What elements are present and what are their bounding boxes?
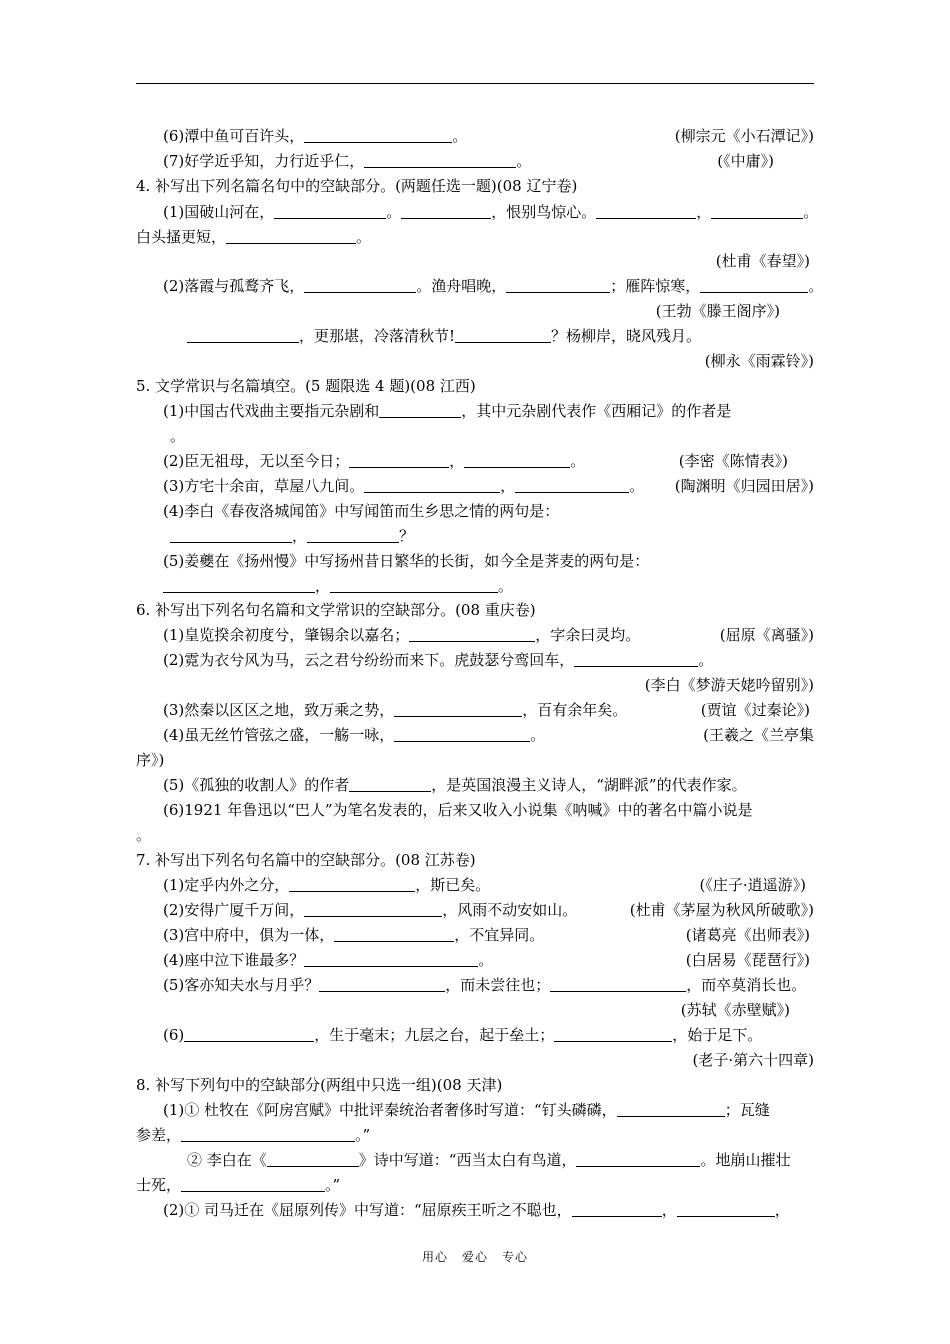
line: (3)宫中府中，俱为一体， ，不宜异同。 (163, 926, 545, 944)
line: (5)客亦知夫水与月乎？ ，而未尝往也； ，而卒莫消长也。 (163, 976, 807, 994)
line: 白头搔更短， 。 (136, 228, 372, 246)
line: ， 。 (163, 576, 513, 596)
blank[interactable] (515, 478, 629, 493)
source: (诸葛亮《出师表》) (685, 926, 810, 944)
blank[interactable] (181, 1127, 355, 1142)
line: (5)姜夔在《扬州慢》中写扬州昔日繁华的长街，如今全是荠麦的两句是： (163, 552, 650, 570)
question-heading: 5. 文学常识与名篇填空。(5 题限选 4 题)(08 江西) (136, 377, 476, 395)
blank[interactable] (304, 128, 452, 143)
source: (老子·第六十四章) (692, 1051, 814, 1069)
source: (柳永《雨霖铃》) (704, 352, 814, 370)
line: ， ？ (170, 526, 414, 546)
source: (屈原《离骚》) (719, 626, 814, 644)
blank[interactable] (550, 977, 686, 992)
blank[interactable] (506, 278, 610, 293)
line: (4)座中泣下谁最多？ 。 (163, 951, 494, 969)
blank[interactable] (307, 528, 399, 543)
blank[interactable] (187, 328, 299, 343)
line: (3)然秦以区区之地，致万乘之势， ，百有余年矣。 (163, 701, 628, 719)
blank[interactable] (711, 204, 803, 219)
line: (1)皇览揆余初度兮，肇锡余以嘉名； ，字余曰灵均。 (163, 626, 641, 644)
blank[interactable] (464, 453, 570, 468)
source: (《庄子·逍遥游》) (699, 876, 806, 894)
question-heading: 7. 补写出下列名句名篇中的空缺部分。(08 江苏卷) (136, 851, 476, 869)
line: (5)《孤独的收割人》的作者 ，是英国浪漫主义诗人，“湖畔派”的代表作家。 (163, 776, 747, 794)
blank[interactable] (574, 652, 698, 667)
line: (4)虽无丝竹管弦之盛，一觞一咏， 。 (163, 726, 546, 744)
blank[interactable] (455, 328, 551, 343)
line: (2)安得广厦千万间， ，风雨不动安如山。 (163, 901, 578, 919)
source: (《中庸》) (717, 152, 774, 170)
blank[interactable] (267, 1152, 359, 1167)
line: (6)1921 年鲁迅以“巴人”为笔名发表的，后来又收入小说集《呐喊》中的著名中篇小说是 (163, 801, 753, 819)
source: (王羲之《兰亭集 (703, 726, 814, 744)
source: (杜甫《春望》) (715, 252, 810, 270)
source: (李白《梦游天姥吟留别》) (644, 676, 814, 694)
blank[interactable] (334, 927, 454, 942)
blank[interactable] (576, 1152, 700, 1167)
blank[interactable] (304, 952, 478, 967)
source: (陶渊明《归园田居》) (674, 477, 814, 495)
line: (2)① 司马迁在《屈原列传》中写道：“屈原疾王听之不聪也， ， ， (163, 1201, 790, 1219)
question-heading: 6. 补写出下列名句名篇和文学常识的空缺部分。(08 重庆卷) (136, 601, 536, 619)
line-6: (6)潭中鱼可百许头， 。 (163, 127, 468, 145)
source: (苏轼《赤壁赋》) (680, 1001, 790, 1019)
page-footer (0, 1248, 950, 1265)
line: (6) ，生于毫末；九层之台，起于垒土； ，始于足下。 (163, 1026, 763, 1044)
line: ② 李白在《 》诗中写道：“西当太白有鸟道， 。地崩山摧壮 (187, 1151, 791, 1169)
blank[interactable] (170, 528, 292, 543)
blank[interactable] (349, 777, 431, 792)
line: (1)国破山河在， 。 ，恨别鸟惊心。 ， 。 (163, 203, 819, 221)
line: (2)臣无祖母，无以至今日； ， 。 (163, 452, 586, 470)
line: (4)李白《春夜洛城闻笛》中写闻笛而生乡思之情的两句是： (163, 502, 560, 520)
line: 序》) (136, 751, 165, 769)
blank[interactable] (617, 1102, 725, 1117)
blank[interactable] (379, 403, 461, 418)
blank[interactable] (394, 727, 530, 742)
line: 参差， 。” (136, 1126, 371, 1144)
line-7: (7)好学近乎知，力行近乎仁， 。 (163, 152, 532, 170)
blank[interactable] (163, 578, 315, 593)
blank[interactable] (364, 153, 516, 168)
line: 。 (170, 427, 186, 445)
blank[interactable] (181, 1177, 325, 1192)
blank[interactable] (677, 1202, 775, 1217)
blank[interactable] (289, 877, 415, 892)
line: (1)定乎内外之分， ，斯已矣。 (163, 876, 491, 894)
question-heading: 8. 补写下列句中的空缺部分(两组中只选一组)(08 天津) (136, 1076, 503, 1094)
blank[interactable] (319, 977, 445, 992)
blank[interactable] (330, 578, 498, 593)
blank[interactable] (349, 453, 449, 468)
blank[interactable] (364, 478, 500, 493)
question-heading: 4. 补写出下列名篇名句中的空缺部分。(两题任选一题)(08 辽宁卷) (136, 177, 578, 195)
blank[interactable] (596, 204, 696, 219)
line: 。 (136, 826, 152, 844)
blank[interactable] (226, 229, 356, 244)
blank[interactable] (304, 902, 442, 917)
source: (李密《陈情表》) (678, 452, 788, 470)
source: (王勃《滕王阁序》) (655, 302, 780, 320)
blank[interactable] (409, 627, 535, 642)
blank[interactable] (304, 278, 416, 293)
line: (2)落霞与孤鹜齐飞， 。渔舟唱晚， ；雁阵惊寒， 。 (163, 277, 824, 295)
source: (柳宗元《小石潭记》) (674, 127, 814, 145)
blank[interactable] (274, 204, 386, 219)
source: (杜甫《茅屋为秋风所破歌》) (629, 901, 814, 919)
source: (贾谊《过秦论》) (700, 701, 810, 719)
footer-item: 专心 (502, 1250, 529, 1264)
footer-item: 爱心 (461, 1250, 488, 1264)
line: (3)方宅十余亩，草屋八九间。 ， 。 (163, 477, 645, 495)
blank[interactable] (554, 1027, 672, 1042)
footer-item: 用心 (421, 1250, 448, 1264)
blank[interactable] (401, 204, 491, 219)
header-rule (136, 83, 814, 84)
line: (1)① 杜牧在《阿房宫赋》中批评秦统治者奢侈时写道：“钉头磷磷， ；瓦缝 (163, 1101, 770, 1119)
line: (2)霓为衣兮风为马，云之君兮纷纷而来下。虎鼓瑟兮鸾回车， 。 (163, 651, 714, 669)
blank[interactable] (700, 278, 808, 293)
source: (白居易《琵琶行》) (685, 951, 810, 969)
blank[interactable] (572, 1202, 662, 1217)
line: 士死， 。” (136, 1176, 341, 1194)
line: ，更那堪，冷落清秋节! ？杨柳岸，晓风残月。 (187, 326, 701, 346)
blank[interactable] (184, 1027, 314, 1042)
blank[interactable] (394, 702, 522, 717)
line: (1)中国古代戏曲主要指元杂剧和 ，其中元杂剧代表作《西厢记》的作者是 (163, 402, 732, 420)
